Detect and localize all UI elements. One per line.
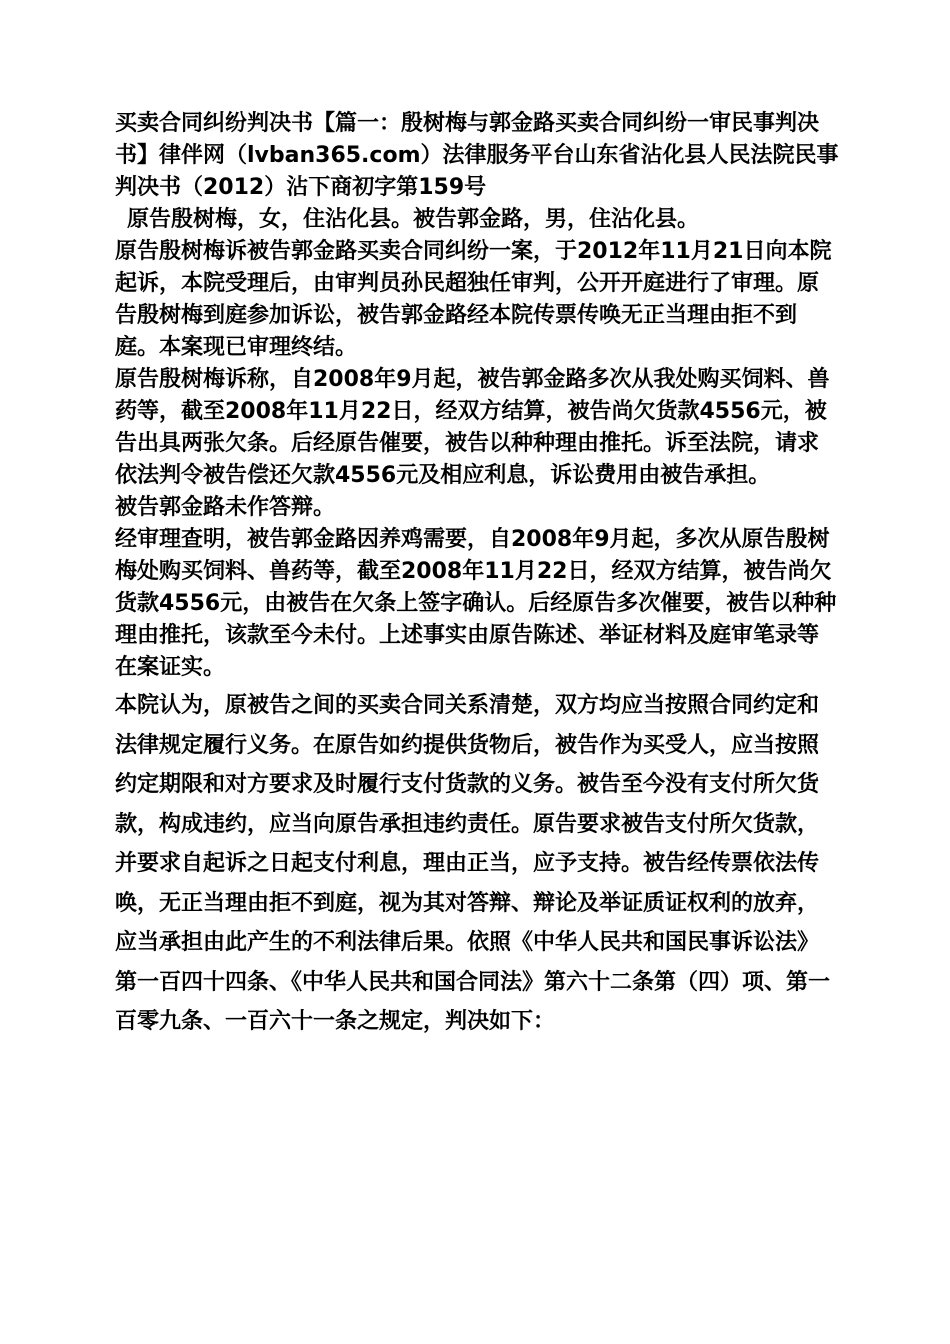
defendant-response-paragraph: 被告郭金路未作答辩。 bbox=[115, 495, 336, 520]
title-paragraph: 买卖合同纠纷判决书【篇一：殷树梅与郭金路买卖合同纠纷一审民事判决书】律伴网（lvban365.com）法律服务平台山东省沾化县人民法院民事判决书（2012）沾下商初字第159号 bbox=[115, 111, 839, 200]
court-opinion-paragraph: 本院认为，原被告之间的买卖合同关系清楚，双方均应当按照合同约定和法律规定履行义务。在原告如约提供货物后，被告作为买受人，应当按照约定期限和对方要求及时履行支付货款的义务。被告至今没有支付所欠货款，构成违约，应当向原告承担违约责任。原告要求被告支付所欠货款，并要求自起诉之日起支付利息，理由正当，应予支持。被告经传票依法传唤，无正当理由拒不到庭，视为其对答辩、辩论及举证质证权利的放弃，应当承担由此产生的不利法律后果。依照《中华人民共和国民事诉讼法》第一百四十四条、《中华人民共和国合同法》第六十二条第（四）项、第一百零九条、一百六十一条之规定，判决如下： bbox=[115, 693, 831, 1034]
case-intro-paragraph: 原告殷树梅诉被告郭金路买卖合同纠纷一案，于2012年11月21日向本院起诉，本院受理后，由审判员孙民超独任审判，公开开庭进行了审理。原告殷树梅到庭参加诉讼，被告郭金路经本院传票传唤无正当理由拒不到庭。本案现已审理终结。 bbox=[115, 239, 832, 360]
facts-paragraph: 经审理查明，被告郭金路因养鸡需要，自2008年9月起，多次从原告殷树梅处购买饲料、兽药等，截至2008年11月22日，经双方结算，被告尚欠货款4556元，由被告在欠条上签字确认。后经原告多次催要，被告以种种理由推托，该款至今未付。上述事实由原告陈述、举证材料及庭审笔录等在案证实。 bbox=[115, 527, 837, 680]
document-body bbox=[115, 108, 840, 1042]
plaintiff-claim-paragraph: 原告殷树梅诉称，自2008年9月起，被告郭金路多次从我处购买饲料、兽药等，截至2008年11月22日，经双方结算，被告尚欠货款4556元，被告出具两张欠条。后经原告催要，被告以种种理由推托。诉至法院，请求依法判令被告偿还欠款4556元及相应利息，诉讼费用由被告承担。 bbox=[115, 367, 830, 488]
parties-paragraph: 原告殷树梅，女，住沾化县。被告郭金路，男，住沾化县。 bbox=[127, 207, 700, 232]
